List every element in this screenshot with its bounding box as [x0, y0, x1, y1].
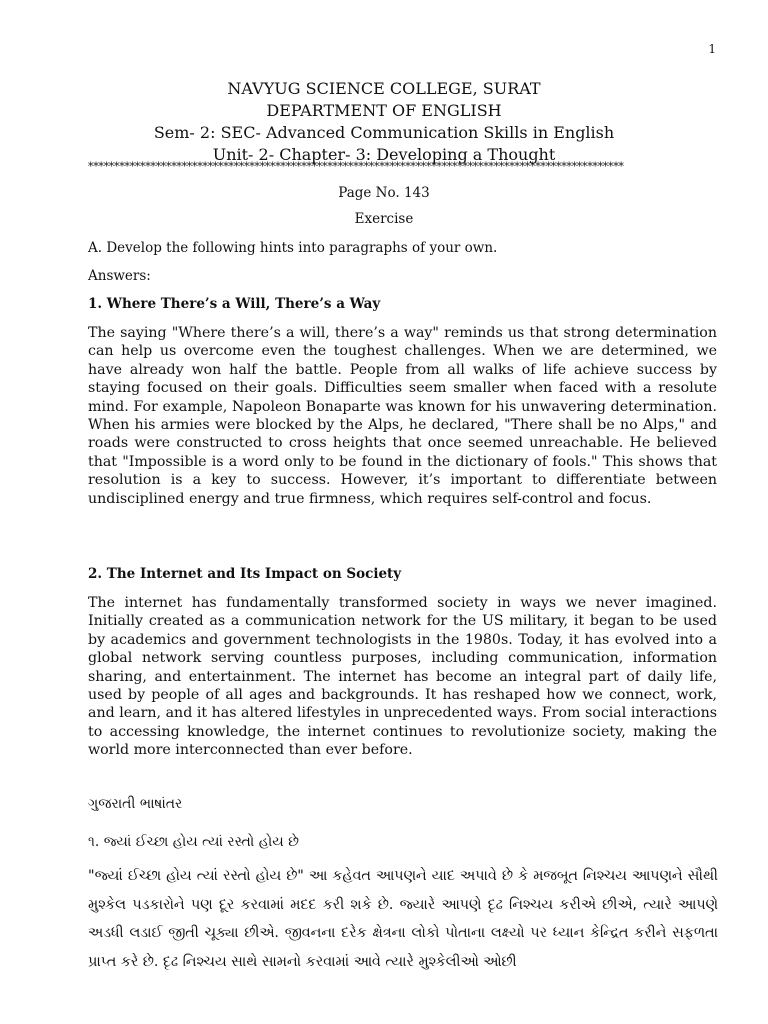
section-2-heading: 2. The Internet and Its Impact on Society [88, 566, 402, 582]
gujarati-translation-title: ગુજરાતી ભાષાંતર [88, 796, 183, 812]
section-1-heading: 1. Where There’s a Will, There’s a Way [88, 296, 381, 312]
document-header [0, 78, 768, 166]
separator-line: ******************************************************************************************************* [88, 160, 624, 173]
page-reference: Page No. 143 [338, 185, 430, 201]
section-1-paragraph: The saying "Where there’s a will, there’s a way" reminds us that strong determination can help us overcome even the toughest challenges. When we are determined, we have already won half the battle. People from all walks of life achieve success by staying focused on their goals. Difficulties seem smaller when faced with a resolute mind. For example, Napoleon Bonaparte was known for his unwavering determination. When his armies were blocked by the Alps, he declared, "There shall be no Alps," and roads were constructed to cross heights that once seemed unreachable. He believed that "Impossible is a word only to be found in the dictionary of fools." This shows that resolution is a key to success. However, it’s important to differentiate between undisciplined energy and true firmness, which requires self-control and focus. [88, 325, 717, 507]
page-number: 1 [708, 42, 716, 56]
exercise-title: Exercise [354, 211, 414, 227]
course-title: Sem- 2: SEC- Advanced Communication Skills in English [153, 123, 615, 142]
unit-title: Unit- 2- Chapter- 3: Developing a Thought [212, 145, 556, 164]
gujarati-paragraph: "જ્યાં ઈચ્છા હોય ત્યાં રસ્તો હોય છે" આ કહેવત આપણને યાદ અપાવે છે કે મજબૂત નિશ્ચય આપણને સૌથી મુશ્કેલ પડકારોને પણ દૂર કરવામાં મદદ કરી શકે છે. જ્યારે આપણે દૃઢ નિશ્ચય કરીએ છીએ, ત્યારે આપણે અડધી લડાઈ જીતી ચૂક્યા છીએ. જીવનના દરેક ક્ષેત્રના લોકો પોતાના લક્ષ્યો પર ધ્યાન કેન્દ્રિત કરીને સફળતા પ્રાપ્ત કરે છે. દૃઢ નિશ્ચય સાથે સામનો કરવામાં આવે ત્યારે મુશ્કેલીઓ ઓછી [88, 868, 718, 970]
gujarati-subheading: ૧. જ્યાં ઈચ્છા હોય ત્યાં રસ્તો હોય છે [88, 834, 299, 850]
college-name: NAVYUG SCIENCE COLLEGE, SURAT [227, 79, 541, 98]
section-2-paragraph: The internet has fundamentally transformed society in ways we never imagined. Initially created as a communication network for the US military, it began to be used by academics and government technologists in the 1980s. Today, it has evolved into a global network serving countless purposes, including communication, information sharing, and entertainment. The internet has become an integral part of daily life, used by people of all ages and backgrounds. It has reshaped how we connect, work, and learn, and it has altered lifestyles in unprecedented ways. From social interactions to accessing knowledge, the internet continues to revolutionize society, making the world more interconnected than ever before. [88, 595, 717, 759]
answers-label: Answers: [88, 268, 151, 284]
instruction-text: A. Develop the following hints into paragraphs of your own. [88, 240, 498, 256]
department-name: DEPARTMENT OF ENGLISH [266, 101, 502, 120]
